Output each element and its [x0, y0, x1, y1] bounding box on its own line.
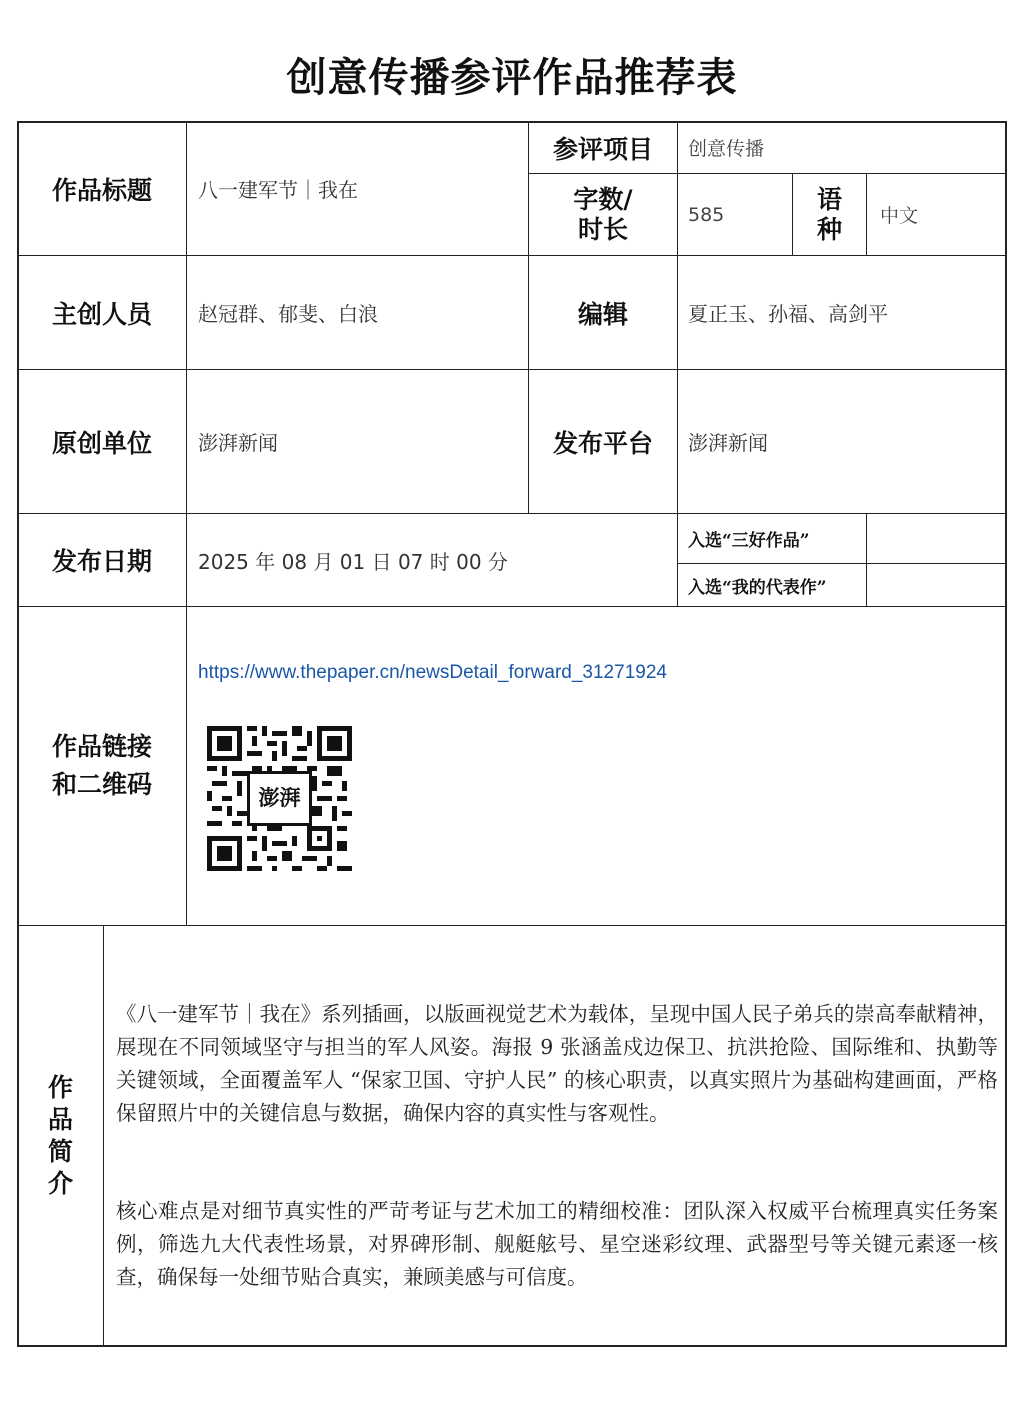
form-title: 创意传播参评作品推荐表: [286, 54, 738, 101]
category-label: 参评项目: [552, 134, 653, 164]
word-count-value: 585: [688, 203, 725, 226]
intro-label: 作 品 简 介: [47, 1072, 73, 1198]
work-title-value: 八一建军节｜我在: [198, 178, 358, 202]
category-value: 创意传播: [688, 138, 765, 160]
language-label: 语 种: [816, 184, 842, 244]
creators-label: 主创人员: [51, 299, 152, 329]
creators-value: 赵冠群、郁斐、白浪: [198, 302, 378, 326]
platform-label: 发布平台: [552, 428, 653, 458]
my-representative-label: 入选“我的代表作”: [688, 577, 827, 598]
editors-value: 夏正玉、孙福、高剑平: [688, 302, 888, 326]
word-count-label: 字数/ 时长: [573, 184, 633, 244]
editors-label: 编辑: [577, 299, 628, 329]
language-value: 中文: [880, 205, 919, 227]
qr-logo-text: 澎湃: [258, 785, 301, 810]
intro-paragraph-2: 核心难点是对细节真实性的严苛考证与艺术加工的精细校准：团队深入权威平台梳理真实任务案例，筛选九大代表性场景，对界碑形制、舰艇舷号、星空迷彩纹理、武器型号等关键元素逐一核查，确保每一处细节贴合真实，兼顾美感与可信度。: [116, 1199, 998, 1289]
my-representative-checkbox[interactable]: [867, 564, 1005, 606]
original-unit-value: 澎湃新闻: [198, 431, 278, 455]
publish-date-value: 2025 年 08 月 01 日 07 时 00 分: [198, 549, 508, 574]
link-qr-label: 作品链接 和二维码: [51, 732, 152, 799]
three-good-label: 入选“三好作品”: [688, 531, 810, 551]
publish-date-label: 发布日期: [51, 547, 152, 576]
work-link[interactable]: https://www.thepaper.cn/newsDetail_forward_31271924: [198, 662, 667, 683]
three-good-checkbox[interactable]: [867, 514, 1005, 563]
work-title-label: 作品标题: [51, 175, 152, 205]
original-unit-label: 原创单位: [51, 428, 152, 458]
platform-value: 澎湃新闻: [688, 431, 768, 455]
qr-code-image[interactable]: [207, 726, 352, 871]
intro-paragraph-1: 《八一建军节｜我在》系列插画，以版画视觉艺术为载体，呈现中国人民子弟兵的崇高奉献精神，展现在不同领域坚守与担当的军人风姿。海报 9 张涵盖戍边保卫、抗洪抢险、国际维和、执勤等关键领域，全面覆盖军人 “保家卫国、守护人民” 的核心职责，以真实照片为基础构建画面，严格保留照片中的关键信息与数据，确保内容的真实性与客观性。: [116, 1002, 998, 1125]
